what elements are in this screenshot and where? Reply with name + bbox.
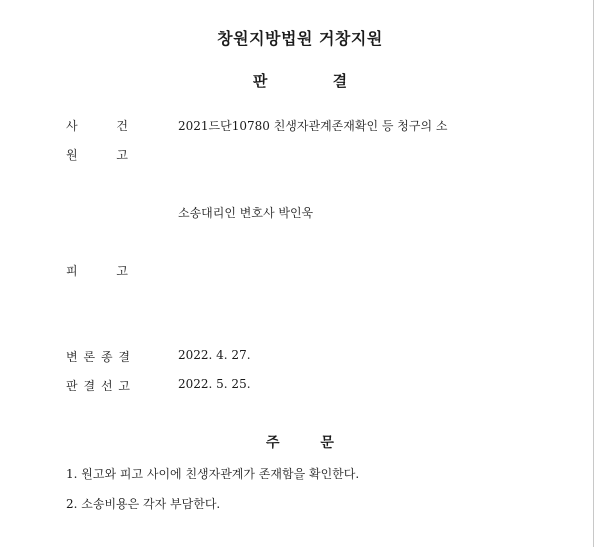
judgment-date: 2022. 5. 25. bbox=[178, 377, 251, 391]
order-item: 2. 소송비용은 각자 부담한다. bbox=[66, 497, 221, 511]
defendant-label: 피 고 bbox=[66, 264, 128, 278]
hearing-end-date: 2022. 4. 27. bbox=[178, 348, 251, 362]
document-title: 판 결 bbox=[252, 72, 348, 90]
order-heading: 주 문 bbox=[266, 435, 334, 451]
page-edge-line bbox=[593, 0, 594, 547]
judgment-date-label: 판 결 선 고 bbox=[66, 379, 130, 393]
hearing-end-label: 변 론 종 결 bbox=[66, 350, 130, 364]
order-item: 1. 원고와 피고 사이에 친생자관계가 존재함을 확인한다. bbox=[66, 467, 360, 481]
plaintiff-label: 원 고 bbox=[66, 148, 128, 162]
court-name: 창원지방법원 거창지원 bbox=[217, 29, 383, 48]
case-value: 2021드단10780 친생자관계존재확인 등 청구의 소 bbox=[178, 119, 448, 133]
case-label: 사 건 bbox=[66, 119, 128, 133]
plaintiff-attorney: 소송대리인 변호사 박인욱 bbox=[178, 206, 314, 220]
